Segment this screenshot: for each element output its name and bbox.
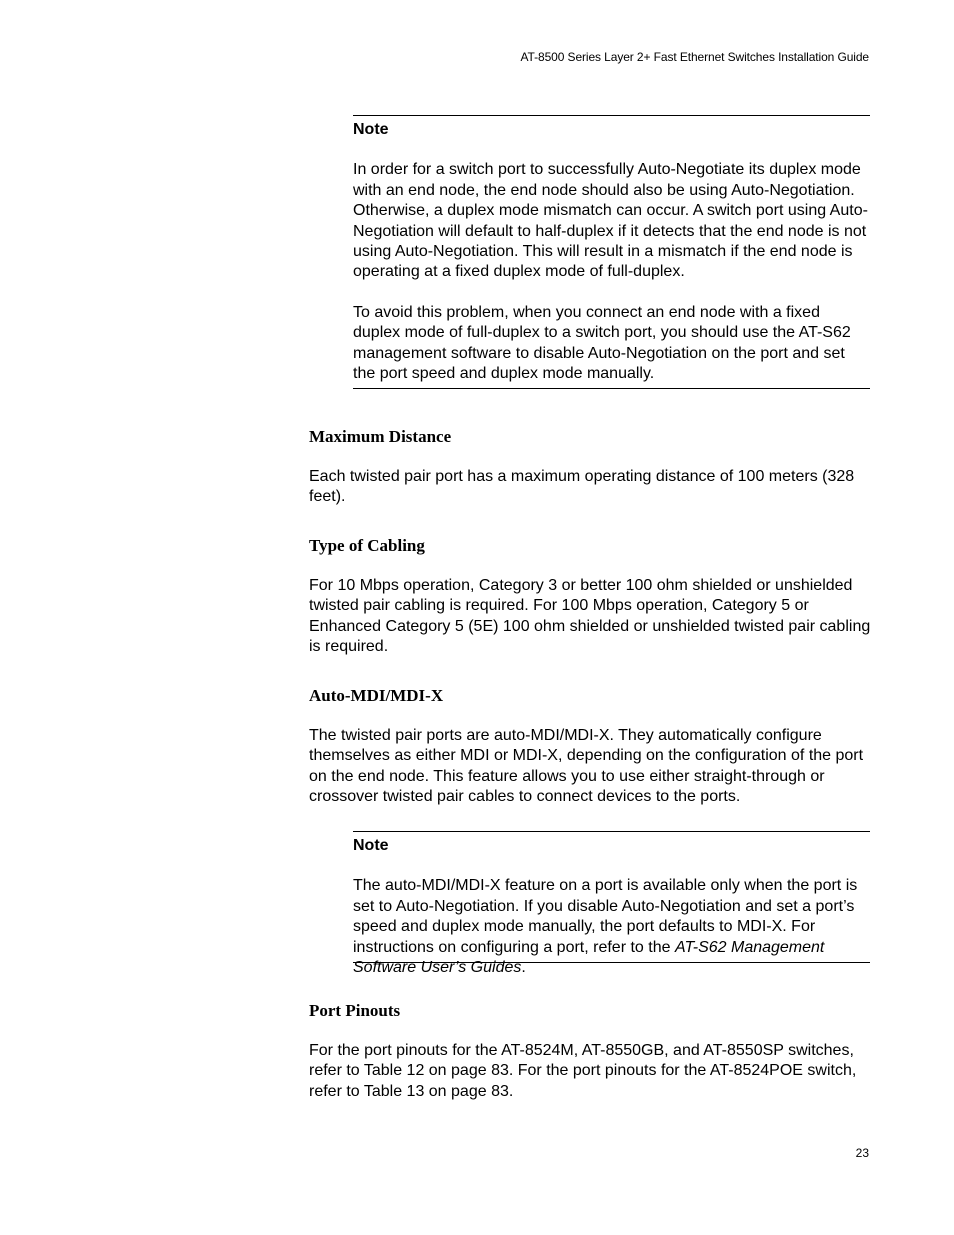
note-box-duplex: [353, 115, 870, 389]
running-header: AT-8500 Series Layer 2+ Fast Ethernet Switches Installation Guide: [520, 50, 869, 64]
section-heading-auto-mdi: Auto-MDI/MDI-X: [309, 686, 444, 705]
section-body-auto-mdi: The twisted pair ports are auto-MDI/MDI-X. They automatically configure themselves as either MDI or MDI-X, depending on the configuration of the port on the end node. This feature allows you to use either straight-through or crossover twisted pair cables to connect devices to the ports.: [309, 727, 864, 806]
section-body-maximum-distance: Each twisted pair port has a maximum operating distance of 100 meters (328 feet).: [309, 468, 855, 506]
section-body-port-pinouts: For the port pinouts for the AT-8524M, AT-8550GB, and AT-8550SP switches, refer to Table 12 on page 83. For the port pinouts for the AT-8524POE switch, refer to Table 13 on page 83.: [309, 1042, 857, 1100]
note-paragraph: [353, 876, 870, 978]
note-label: Note: [353, 837, 389, 854]
note-box-mdi: [353, 831, 870, 977]
section-heading-maximum-distance: Maximum Distance: [309, 427, 452, 446]
note-paragraph: To avoid this problem, when you connect an end node with a fixed duplex mode of full-duplex to a switch port, you should use the AT-S62 management software to disable Auto-Negotiation on the port and set the port speed and duplex mode manually.: [353, 303, 851, 383]
section-heading-port-pinouts: Port Pinouts: [309, 1001, 401, 1020]
note-paragraph: In order for a switch port to successfully Auto-Negotiate its duplex mode with an end node, the end node should also be using Auto-Negotiation. Otherwise, a duplex mode mismatch can occur. A switch port using Auto-Negotiation will default to half-duplex if it detects that the end node is not using Auto-Negotiation. This will result in a mismatch if the end node is operating at a fixed duplex mode of full-duplex.: [353, 161, 868, 281]
section-body-type-of-cabling: For 10 Mbps operation, Category 3 or better 100 ohm shielded or unshielded twisted pair cabling is required. For 100 Mbps operation, Category 5 or Enhanced Category 5 (5E) 100 ohm shielded or unshielded twisted pair cabling is required.: [309, 577, 871, 656]
document-reference: AT-S62 Management Software User’s Guides: [353, 938, 825, 977]
note-text-end: .: [521, 959, 526, 977]
note-text: The auto-MDI/MDI-X feature on a port is available only when the port is set to Auto-Negotiation. If you disable Auto-Negotiation and set a port’s speed and duplex mode manually, the port defaults to MDI-X. For instructions on configuring a port, refer to the: [353, 877, 858, 956]
note-label: Note: [353, 121, 389, 138]
section-heading-type-of-cabling: Type of Cabling: [309, 536, 425, 555]
page-number: 23: [855, 1146, 869, 1160]
